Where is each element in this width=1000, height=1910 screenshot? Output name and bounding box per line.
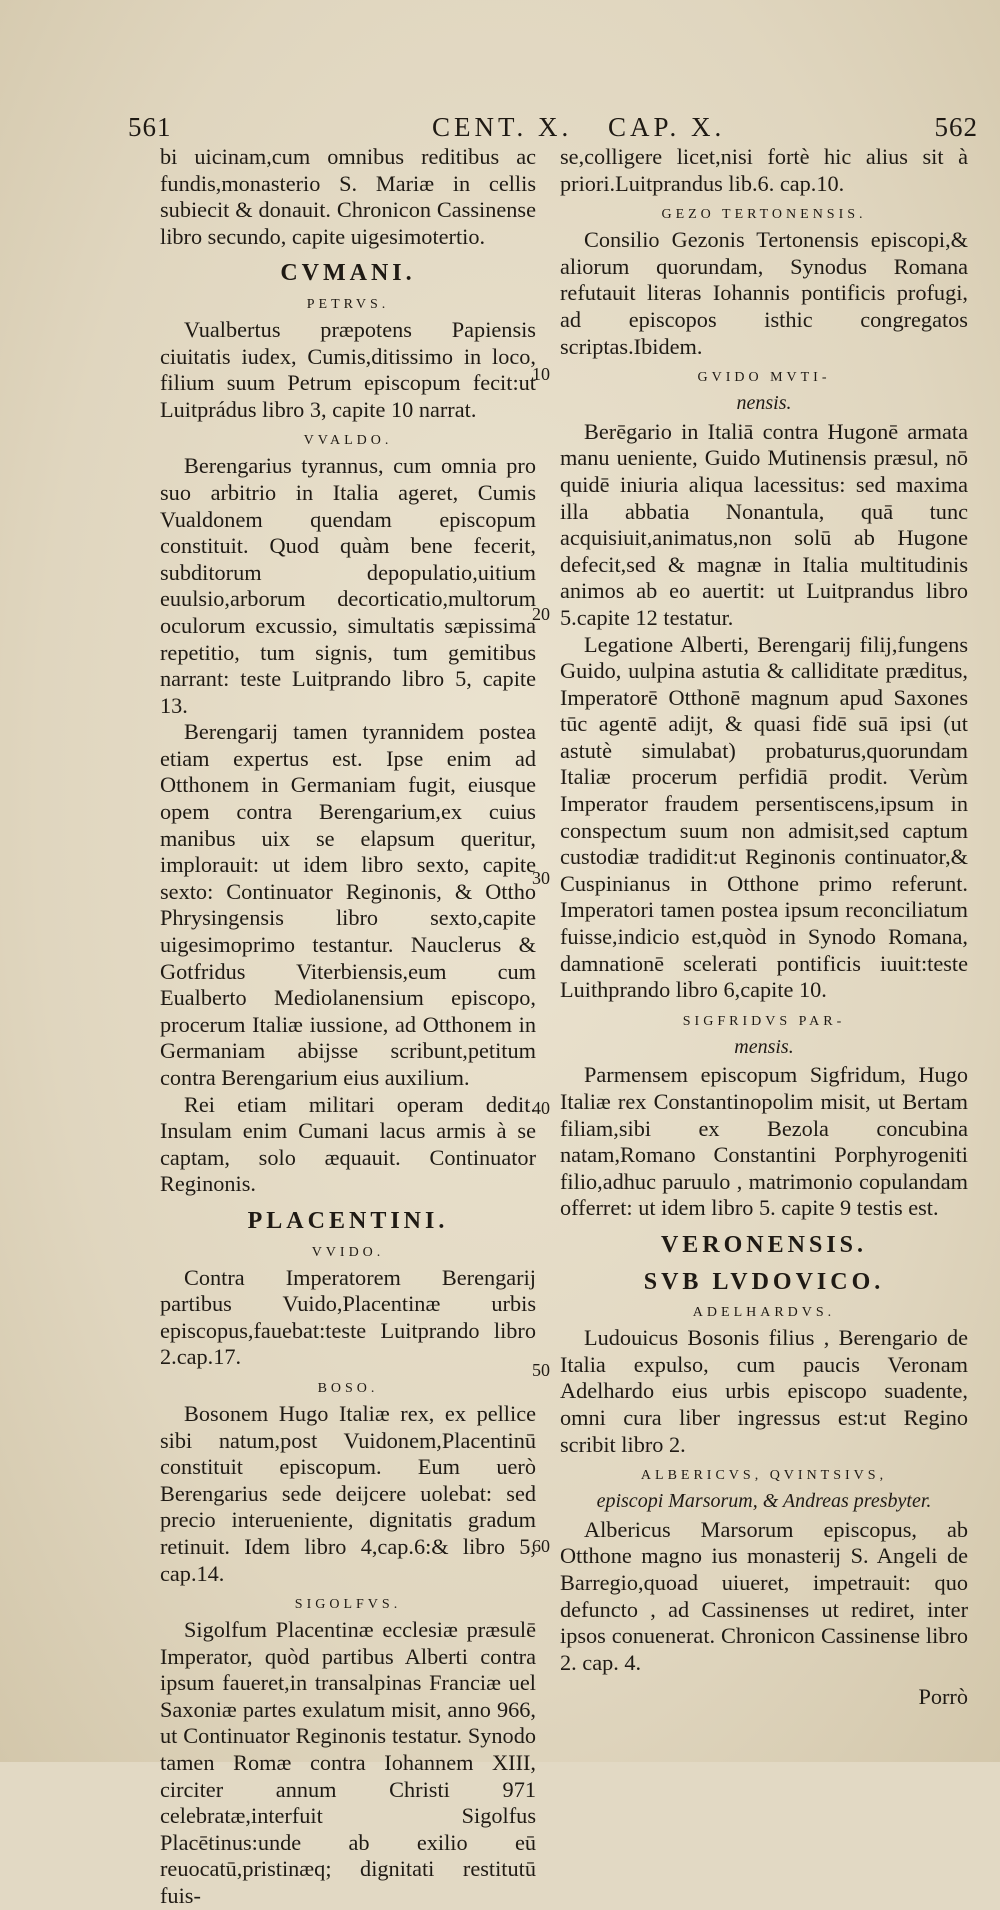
person-heading: BOSO. [317, 1380, 379, 1396]
paragraph: bi uicinam,cum omnibus reditibus ac fundis,monasterio S. Mariæ in cellis subiecit & donauit. Chronicon Cassinense libro secundo, capite uigesimotertio. [160, 144, 536, 249]
line-number: 50 [532, 1360, 550, 1380]
heading-continuation: mensis. [734, 1035, 794, 1058]
person-heading: GVIDO MVTI- [697, 370, 831, 386]
paragraph: se,colligere licet,nisi fortè hic alius sit à priori.Luitprandus lib.6. cap.10. [560, 144, 968, 196]
paragraph: Sigolfum Placentinæ ecclesiæ præsulē Imperator, quòd partibus Alberti contra ipsum faueret,in transalpinas Franciæ uel Saxoniæ partes exulatum misit, anno 966, ut Continuator Reginonis testatur. Synodo tamen Romæ contra Iohannem XIII, circiter annum Christi 971 celebratæ,interfuit Sigolfus Placētinus:unde ab exilio eū reuocatū,pristinæq; dignitati restitutū fuis- [160, 1617, 536, 1909]
person-heading: VVIDO. [311, 1244, 385, 1260]
heading-continuation: episcopi Marsorum, & Andreas presbyter. [596, 1490, 932, 1513]
person-heading: SIGOLFVS. [294, 1597, 402, 1613]
paragraph: Rei etiam militari operam dedit. Insulam enim Cumani lacus armis à se captam, solo æquauit. Continuator Reginonis. [160, 1091, 536, 1197]
paragraph: Berengarius tyrannus, cum omnia pro suo arbitrio in Italia ageret, Cumis Vualdonem quendam episcopum constituit. Quod quàm bene fecerit, subditorum depopulatio,uitium euulsio,arborum decorticatio,multorum oculorum excussio, simultatis sæpissima repetitio, tum signis, tum gemitibus narrant: teste Luitprando libro 5, capite 13. [160, 453, 536, 718]
paragraph: Bosonem Hugo Italiæ rex, ex pellice sibi natum,post Vuidonem,Placentinū constituit episcopum. Eum uerò Berengarius sede deijcere uolebat: sed precio interueniente, dignitatis gradum retinuit. Idem libro 4,cap.6:& libro 5, cap.14. [160, 1400, 536, 1586]
paragraph: Consilio Gezonis Tertonensis episcopi,& aliorum quorundam, Synodus Romana refutauit literas Iohannis pontificis profugi, ad episcopos isthic congregatos scriptas.Ibidem. [560, 227, 968, 359]
section-heading: VERONENSIS. [660, 1231, 868, 1258]
section-heading: SVB LVDOVICO. [643, 1268, 885, 1295]
heading-continuation: nensis. [736, 392, 792, 415]
page-number-left: 561 [128, 112, 172, 142]
chapter-label: CAP. X. [608, 112, 726, 142]
paragraph: Legatione Alberti, Berengarij filij,fungens Guido, uulpina astutia & calliditate præditus, Imperatorē Otthonē magnum apud Saxones tūc agentē adijt, & quasi fidē suā ipsi (ut astutè simulabat) probaturus,quorundam Italiæ procerum perfidiā prodit. Verùm Imperator fraudem persentiscens,ipsum in conspectum suum non admisit,sed captum custodiæ tradidit:ut Reginonis continuator,& Cuspinianus in Otthone primo referunt. Imperatori tamen postea ipsum reconciliatum fuisse,indicio est,quòd in Synodo Romana, damnationē scelerati pontificis iuuit:teste Luithprando libro 6,capite 10. [560, 631, 968, 1003]
section-heading: PLACENTINI. [247, 1207, 449, 1234]
paragraph: Contra Imperatorem Berengarij partibus Vuido,Placentinæ urbis episcopus,fauebat:teste Luitprando libro 2.cap.17. [160, 1264, 536, 1370]
person-heading: ALBERICVS, QVINTSIVS, [640, 1468, 888, 1484]
paragraph: Ludouicus Bosonis filius , Berengario de Italia expulso, cum paucis Veronam Adelhardo eius urbis episcopo suadente, omni cura liber ingressus est:ut Regino scribit libro 2. [560, 1325, 968, 1457]
person-heading: PETRVS. [306, 296, 390, 312]
paragraph: Berengarij tamen tyrannidem postea etiam expertus est. Ipse enim ad Otthonem in Germaniam fugit, eiusque opem contra Berengarium,ex cuius manibus uix se elapsum queritur, implorauit: ut idem libro sexto, capite sexto: Continuator Reginonis, & Ottho Phrysingensis libro sexto,capite uigesimoprimo testantur. Nauclerus & Gotfridus Viterbiensis,eum cum Eualberto Mediolanensium episcopo, procerum Italiæ iussione, ad Otthonem in Germaniam abijsse scribunt,petitum contra Berengarium eius auxilium. [160, 719, 536, 1090]
line-number: 20 [532, 604, 550, 624]
line-number: 40 [532, 1098, 550, 1118]
catchword: Porrò [918, 1684, 968, 1710]
line-number: 10 [532, 364, 550, 384]
paragraph: Vualbertus præpotens Papiensis ciuitatis iudex, Cumis,ditissimo in loco, filium suum Petrum episcopum fecit:ut Luitprádus libro 3, capite 10 narrat. [160, 316, 536, 422]
person-heading: SIGFRIDVS PAR- [682, 1013, 846, 1029]
paragraph: Parmensem episcopum Sigfridum, Hugo Italiæ rex Constantinopolim misit, ut Bertam filiam,sibi ex Bezola concubina natam,Romano Constantini Porphyrogeniti filio,adhuc paruulo , matrimonio copulandam offerret: ut idem libro 5. capite 9 testis est. [560, 1062, 968, 1221]
paragraph: Berēgario in Italiā contra Hugonē armata manu ueniente, Guido Mutinensis præsul, nō quidē iniuria aliqua lacessitus: sed maxima illa abbatia Nonantula, quā tunc acquisiuit,animatus,non solū ab Hugone defecit,sed & magnæ in Italia multitudinis animos ab eo auertit: ut Luitprandus libro 5.capite 12 testatur. [560, 418, 968, 630]
person-heading: VVALDO. [303, 433, 393, 449]
paragraph: Albericus Marsorum episcopus, ab Otthone magno ius monasterij S. Angeli de Barregio,quoad uiueret, impetrauit: quo defuncto , ad Cassinenses ut rediret, inter ipsos conuenerat. Chronicon Cassinense libro 2. cap. 4. [560, 1516, 968, 1675]
person-heading: GEZO TERTONENSIS. [661, 207, 867, 223]
running-head-title: CENT. X. [432, 112, 573, 142]
line-number: 60 [532, 1536, 550, 1556]
page-number-right: 562 [934, 112, 978, 142]
person-heading: ADELHARDVS. [692, 1305, 836, 1321]
line-number: 30 [532, 868, 550, 888]
section-heading: CVMANI. [280, 260, 416, 287]
